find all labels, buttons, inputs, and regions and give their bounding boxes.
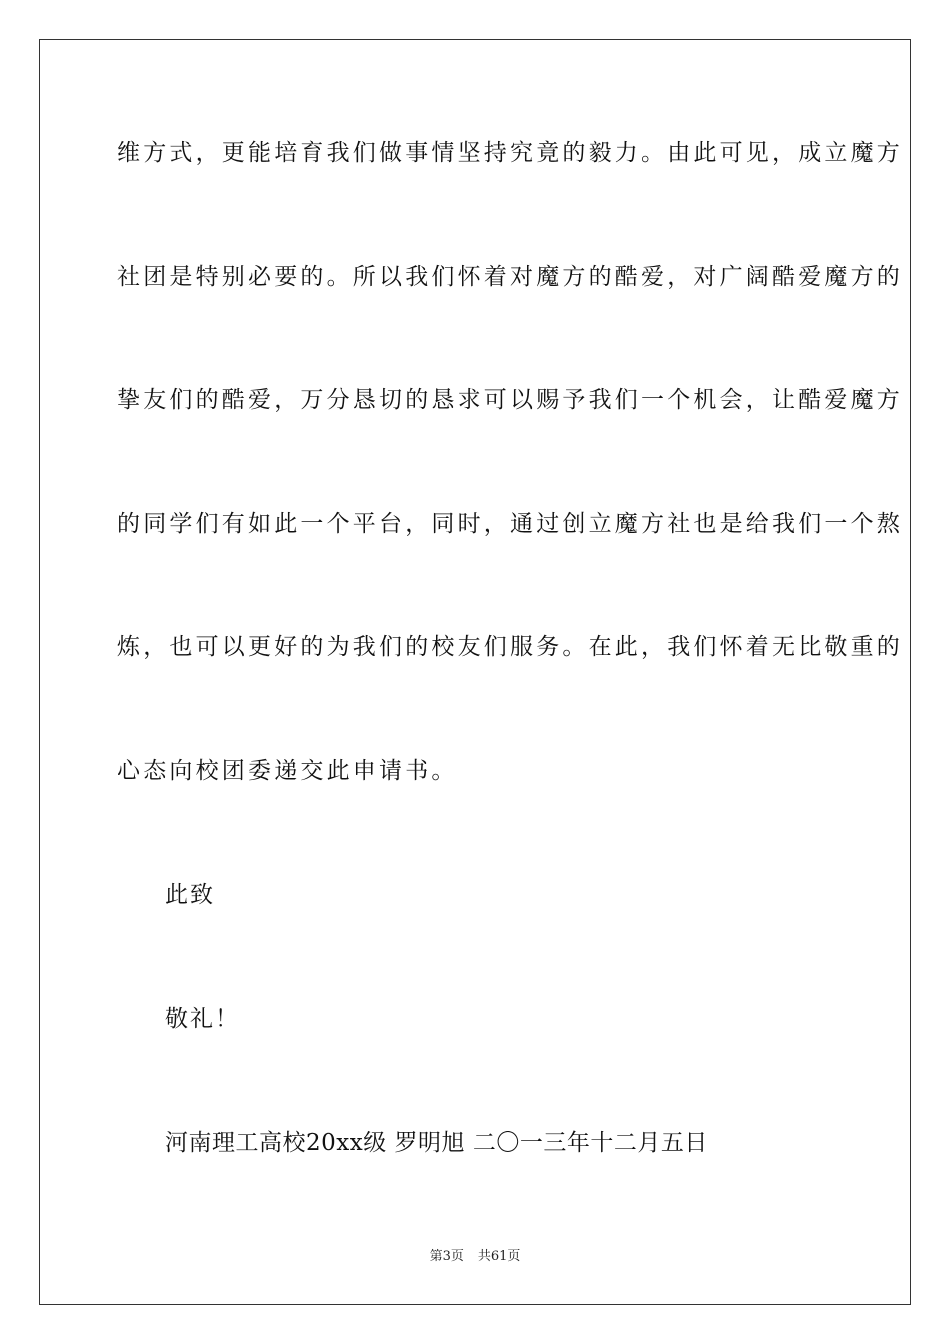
regards: 敬礼！: [165, 1006, 240, 1032]
paragraph-line-1: 维方式，更能培育我们做事情坚持究竟的毅力。由此可见，成立魔方: [117, 140, 903, 166]
page-footer: [0, 1248, 950, 1266]
paragraph-line-4: 的同学们有如此一个平台，同时，通过创立魔方社也是给我们一个熬: [117, 511, 903, 537]
total-pages: 共61页: [477, 1249, 521, 1264]
salutation: 此致: [165, 882, 215, 908]
page-number: 第3页: [429, 1249, 464, 1264]
paragraph-line-6: 心态向校团委递交此申请书。: [117, 758, 458, 784]
signature-line: 河南理工高校20xx级 罗明旭 二〇一三年十二月五日: [165, 1130, 708, 1156]
paragraph-line-5: 炼，也可以更好的为我们的校友们服务。在此，我们怀着无比敬重的: [117, 634, 903, 660]
paragraph-line-3: 挚友们的酷爱，万分恳切的恳求可以赐予我们一个机会，让酷爱魔方: [117, 387, 903, 413]
paragraph-line-2: 社团是特别必要的。所以我们怀着对魔方的酷爱，对广阔酷爱魔方的: [117, 264, 903, 290]
page-border: [39, 39, 911, 1305]
